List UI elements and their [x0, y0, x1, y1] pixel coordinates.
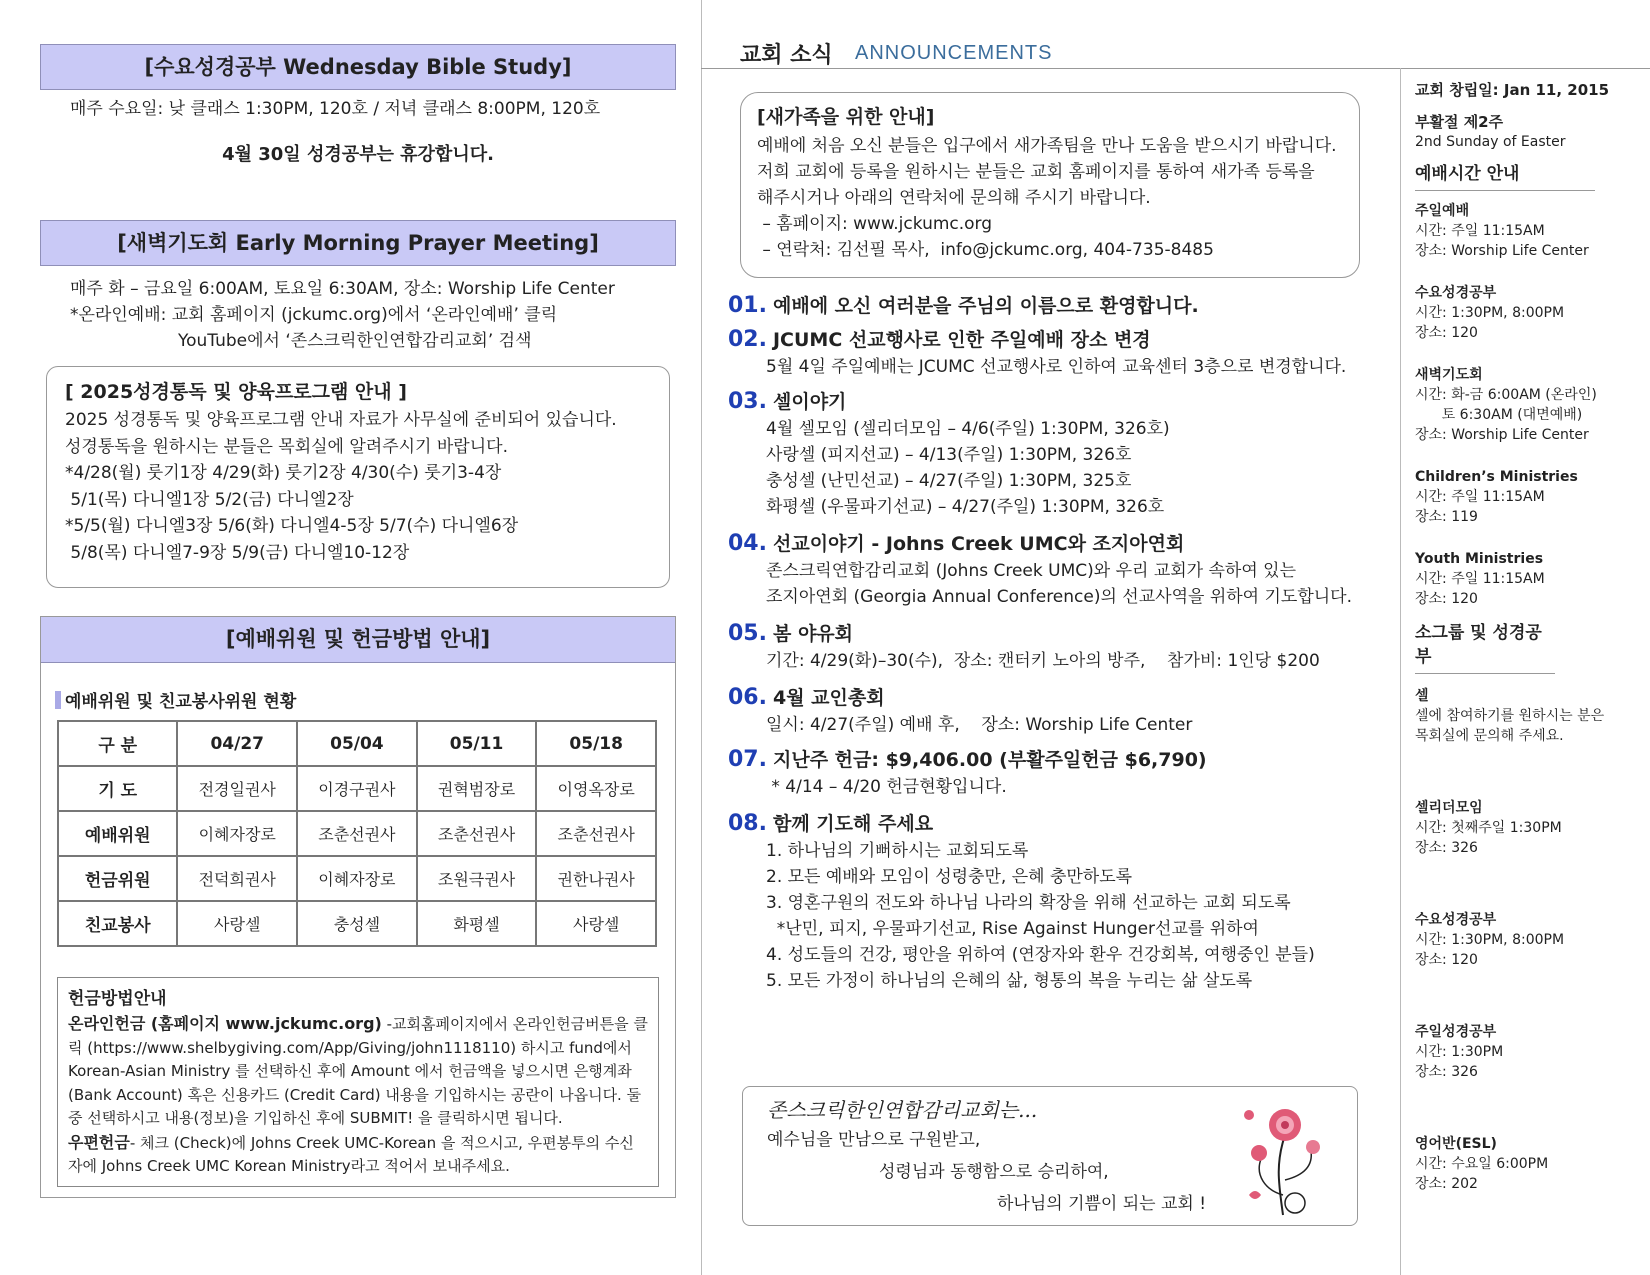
- announcement-body-line: 화평셀 (우물파기선교) – 4/27(주일) 1:30PM, 326호: [766, 497, 1165, 517]
- method-body: [68, 1012, 648, 1179]
- sidebar-entry-name: 셀리더모임: [1415, 800, 1483, 816]
- sidebar-entry: [1415, 283, 1645, 343]
- sidebar-entry-line: 장소: 326: [1415, 1064, 1478, 1080]
- reading-line: 5/1(목) 다니엘1장 5/2(금) 다니엘2장: [65, 489, 354, 510]
- table-row: [58, 811, 656, 856]
- small-groups-list: [1415, 686, 1645, 1194]
- reading-title: [ 2025성경통독 및 양육프로그램 안내 ]: [65, 381, 407, 403]
- announcement-body-line: 5. 모든 가정이 하나님의 은혜의 삶, 형통의 복을 누리는 삶 살도록: [766, 971, 1253, 991]
- announcement-body-line: 4. 성도들의 건강, 평안을 위하여 (연장자와 환우 건강회복, 여행중인 분들): [766, 945, 1315, 965]
- sidebar-entry-line: 장소: 326: [1415, 840, 1478, 856]
- announcement-title: [728, 388, 1398, 416]
- table-header-row: [58, 721, 656, 766]
- sidebar-entry: [1415, 1022, 1645, 1082]
- method-title: 헌금방법안내: [68, 989, 167, 1009]
- sidebar-entry-line: 시간: 주일 11:15AM: [1415, 489, 1545, 505]
- prayer-header: [새벽기도회 Early Morning Prayer Meeting]: [40, 220, 676, 266]
- table-cell: 화평셀: [417, 901, 537, 946]
- sidebar-entry-line: 시간: 수요일 6:00PM: [1415, 1156, 1549, 1172]
- announcement-body-line: 기간: 4/29(화)–30(수), 장소: 캔터키 노아의 방주, 참가비: 1인당 $200: [766, 651, 1320, 671]
- sidebar-entry-line: 장소: Worship Life Center: [1415, 427, 1589, 443]
- table-header-cell: 04/27: [177, 721, 297, 766]
- newcomer-line: – 홈페이지: www.jckumc.org: [757, 214, 993, 234]
- sidebar-entry-name: 수요성경공부: [1415, 285, 1497, 301]
- sidebar-entry-line: 장소: 202: [1415, 1176, 1478, 1192]
- header-rule: [701, 68, 1650, 69]
- sidebar-entry-line: 시간: 주일 11:15AM: [1415, 571, 1545, 587]
- announcement-body-line: 5월 4일 주일예배는 JCUMC 선교행사로 인하여 교육센터 3층으로 변경합니다.: [766, 357, 1347, 377]
- sidebar-entry-name: 수요성경공부: [1415, 912, 1497, 928]
- bullet-marker: [55, 691, 61, 709]
- table-row-label: 예배위원: [58, 811, 177, 856]
- vision-line-1: 예수님을 만남으로 구원받고,: [767, 1130, 981, 1150]
- table-cell: 조춘선권사: [297, 811, 417, 856]
- sidebar-entry: [1415, 201, 1645, 261]
- newcomer-title: [새가족을 위한 안내]: [757, 106, 935, 128]
- sidebar-entry-line: 장소: 119: [1415, 509, 1478, 525]
- table-cell: 이경구권사: [297, 766, 417, 811]
- offering-section: [40, 616, 676, 1198]
- worship-times-list: [1415, 201, 1645, 609]
- vision-box: [742, 1086, 1358, 1226]
- sidebar-entry: [1415, 365, 1645, 445]
- reading-line: 성경통독을 원하시는 분들은 목회실에 알려주시기 바랍니다.: [65, 436, 508, 457]
- sidebar-entry-line: 시간: 1:30PM, 8:00PM: [1415, 932, 1565, 948]
- announcement-number: 02.: [728, 327, 767, 352]
- announcement-title: [728, 292, 1398, 320]
- sidebar-entry: [1415, 798, 1645, 858]
- sidebar-entry-line: 셀에 참여하기를 원하시는 분은: [1415, 708, 1605, 724]
- table-cell: 이영옥장로: [536, 766, 656, 811]
- announcement-body-line: * 4/14 – 4/20 헌금현황입니다.: [766, 777, 1007, 797]
- wed-bible-study-header: [수요성경공부 Wednesday Bible Study]: [40, 44, 676, 90]
- reading-line: 5/8(목) 다니엘7-9장 5/9(금) 다니엘10-12장: [65, 542, 410, 563]
- sidebar-divider: [1400, 68, 1401, 1275]
- announcement-number: 07.: [728, 747, 767, 772]
- sidebar: [1415, 78, 1645, 1194]
- sidebar-entry: [1415, 910, 1645, 970]
- table-row: [58, 901, 656, 946]
- table-header-cell: 05/18: [536, 721, 656, 766]
- mail-text: - 체크 (Check)에 Johns Creek UMC-Korean 을 적으시고, 우편봉투의 수신자에 Johns Creek UMC Korean Ministry라고 적어서 보내주세요.: [68, 1133, 634, 1175]
- announcement-body-line: 1. 하나님의 기뻐하시는 교회되도록: [766, 841, 1029, 861]
- announcement-item: [728, 388, 1398, 520]
- announcement-body-line: 충성셀 (난민선교) – 4/27(주일) 1:30PM, 325호: [766, 471, 1132, 491]
- season-title: 부활절 제2주: [1415, 113, 1504, 131]
- sidebar-entry-name: 주일성경공부: [1415, 1024, 1497, 1040]
- committee-subtitle-text: 예배위원 및 친교봉사위원 현황: [65, 692, 297, 712]
- announcement-list: [728, 292, 1398, 994]
- vision-title: 존스크릭한인연합감리교회는...: [767, 1098, 1038, 1122]
- announcements-title: 교회 소식: [740, 43, 833, 68]
- announcement-title-text: 예배에 오신 여러분을 주님의 이름으로 환영합니다.: [772, 295, 1199, 317]
- newcomer-lines: [757, 133, 1343, 263]
- table-cell: 권한나권사: [536, 856, 656, 901]
- announcement-number: 04.: [728, 531, 767, 556]
- sidebar-entry-line: 장소: Worship Life Center: [1415, 243, 1589, 259]
- table-row-label: 기 도: [58, 766, 177, 811]
- table-row-label: 헌금위원: [58, 856, 177, 901]
- table-header-cell: 구 분: [58, 721, 177, 766]
- table-cell: 전경일권사: [177, 766, 297, 811]
- sidebar-entry-name: Children’s Ministries: [1415, 469, 1578, 485]
- reading-program-box: [46, 366, 670, 588]
- sidebar-entry-line: 장소: 120: [1415, 325, 1478, 341]
- announcement-number: 08.: [728, 811, 767, 836]
- announcement-number: 06.: [728, 685, 767, 710]
- reading-lines: [65, 407, 651, 566]
- announcement-item: [728, 810, 1398, 994]
- table-cell: 사랑셀: [536, 901, 656, 946]
- table-header-cell: 05/11: [417, 721, 537, 766]
- online-text: -교회홈페이지에서 온라인헌금버튼을 클릭 (https://www.shelbygiving.com/App/Giving/john1118110) 하시고 fund에서 Korean-Asian Ministry 를 선택하신 후에 Amount 에서 헌금액을 넣으시면 은행계좌 (Bank Account) 혹은 신용카드 (Credit Card) 내용을 기입하시는 공란이 나옵니다. 둘 중 선택하시고 내용(정보)을 기입하신 후에 SUBMIT! 을 클릭하시면 됩니다.: [68, 1015, 648, 1127]
- table-row: [58, 766, 656, 811]
- announcement-body-line: 일시: 4/27(주일) 예배 후, 장소: Worship Life Center: [766, 715, 1193, 735]
- table-row: [58, 856, 656, 901]
- announcement-title: [728, 326, 1398, 354]
- vision-line-3: 하나님의 기쁨이 되는 교회 !: [997, 1194, 1207, 1214]
- table-cell: 권혁범장로: [417, 766, 537, 811]
- announcement-title: [728, 810, 1398, 838]
- table-cell: 조춘선권사: [417, 811, 537, 856]
- wed-schedule: 매주 수요일: 낮 클래스 1:30PM, 120호 / 저녁 클래스 8:00PM, 120호: [70, 99, 601, 119]
- newcomer-line: 저희 교회에 등록을 원하시는 분들은 교회 홈페이지를 통하여 새가족 등록을: [757, 162, 1315, 182]
- sidebar-entry: [1415, 686, 1645, 746]
- committee-subtitle: [55, 687, 675, 712]
- sidebar-entry: [1415, 549, 1645, 609]
- sidebar-entry-line: 시간: 주일 11:15AM: [1415, 223, 1545, 239]
- table-header-cell: 05/04: [297, 721, 417, 766]
- announcement-body-line: 2. 모든 예배와 모임이 성령충만, 은혜 충만하도록: [766, 867, 1133, 887]
- announcement-title: [728, 746, 1398, 774]
- mail-label: 우편헌금: [68, 1132, 130, 1152]
- sidebar-entry-line: 시간: 화-금 6:00AM (온라인): [1415, 387, 1597, 403]
- announcement-body-line: *난민, 피지, 우물파기선교, Rise Against Hunger선교를 위하여: [766, 919, 1259, 939]
- newcomer-line: 해주시거나 아래의 연락처에 문의해 주시기 바랍니다.: [757, 188, 1151, 208]
- announcement-title: [728, 684, 1398, 712]
- prayer-line-2: *온라인예배: 교회 홈페이지 (jckumc.org)에서 ‘온라인예배’ 클릭: [70, 305, 558, 325]
- table-cell: 조원극권사: [417, 856, 537, 901]
- announcement-body-line: 4월 셀모임 (셀리더모임 – 4/6(주일) 1:30PM, 326호): [766, 419, 1170, 439]
- sidebar-entry-name: 영어반(ESL): [1415, 1136, 1497, 1152]
- reading-line: *4/28(월) 룻기1장 4/29(화) 룻기2장 4/30(수) 룻기3-4장: [65, 463, 502, 483]
- prayer-info: [40, 276, 676, 354]
- newcomer-line: 예배에 처음 오신 분들은 입구에서 새가족팀을 만나 도움을 받으시기 바랍니다.: [757, 136, 1337, 156]
- sidebar-entry-name: 주일예배: [1415, 203, 1470, 219]
- announcement-title-text: 함께 기도해 주세요: [772, 813, 934, 835]
- flower-illustration-icon: [1235, 1095, 1331, 1221]
- offering-header: [예배위원 및 헌금방법 안내]: [41, 617, 675, 663]
- sidebar-entry-line: 장소: 120: [1415, 952, 1478, 968]
- announcement-body-line: 사랑셀 (피지선교) – 4/13(주일) 1:30PM, 326호: [766, 445, 1132, 465]
- table-cell: 충성셀: [297, 901, 417, 946]
- newcomer-line: – 연락처: 김선필 목사, info@jckumc.org, 404-735-8485: [757, 240, 1214, 260]
- announcement-item: [728, 292, 1398, 320]
- announcement-number: 03.: [728, 389, 767, 414]
- sidebar-entry-line: 시간: 첫째주일 1:30PM: [1415, 820, 1562, 836]
- announcement-item: [728, 746, 1398, 800]
- offering-method-box: [57, 977, 659, 1187]
- announcement-title-text: 선교이야기 - Johns Creek UMC와 조지아연회: [772, 533, 1185, 555]
- online-label: 온라인헌금 (홈페이지 www.jckumc.org): [68, 1014, 382, 1033]
- announcements-subtitle: ANNOUNCEMENTS: [855, 42, 1053, 64]
- small-groups-heading: 소그룹 및 성경공부: [1415, 621, 1555, 674]
- announcement-title-text: 봄 야유회: [772, 623, 854, 645]
- announcement-item: [728, 684, 1398, 738]
- table-cell: 이혜자장로: [177, 811, 297, 856]
- announcement-body-line: 3. 영혼구원의 전도와 하나님 나라의 확장을 위해 선교하는 교회 되도록: [766, 893, 1291, 913]
- sidebar-entry-line: 장소: 120: [1415, 591, 1478, 607]
- sidebar-entry-line: 목회실에 문의해 주세요.: [1415, 728, 1564, 744]
- column-divider: [701, 0, 702, 1275]
- prayer-line-1: 매주 화 – 금요일 6:00AM, 토요일 6:30AM, 장소: Worship Life Center: [70, 279, 615, 299]
- table-cell: 조춘선권사: [536, 811, 656, 856]
- table-cell: 사랑셀: [177, 901, 297, 946]
- announcement-number: 05.: [728, 621, 767, 646]
- reading-line: *5/5(월) 다니엘3장 5/6(화) 다니엘4-5장 5/7(수) 다니엘6장: [65, 516, 519, 536]
- sidebar-entry-name: 셀: [1415, 688, 1429, 704]
- season-subtitle: 2nd Sunday of Easter: [1415, 134, 1566, 150]
- left-column: [40, 44, 676, 1198]
- announcement-title-text: 셀이야기: [772, 391, 847, 413]
- sidebar-entry-line: 토 6:30AM (대면예배): [1415, 407, 1583, 423]
- table-cell: 전덕희권사: [177, 856, 297, 901]
- announcement-item: [728, 326, 1398, 380]
- announcement-body-line: 존스크릭연합감리교회 (Johns Creek UMC)와 우리 교회가 속하여 있는: [766, 561, 1297, 581]
- committee-table: [57, 720, 657, 947]
- announcement-title: [728, 530, 1398, 558]
- worship-times-heading: 예배시간 안내: [1415, 162, 1595, 191]
- sidebar-entry-line: 시간: 1:30PM, 8:00PM: [1415, 305, 1565, 321]
- announcement-item: [728, 620, 1398, 674]
- announcement-title-text: JCUMC 선교행사로 인한 주일예배 장소 변경: [772, 329, 1151, 351]
- sidebar-entry-name: Youth Ministries: [1415, 551, 1544, 567]
- vision-line-2: 성령님과 동행함으로 승리하여,: [879, 1162, 1109, 1182]
- sidebar-entry-name: 새벽기도회: [1415, 367, 1483, 383]
- announcement-body-line: 조지아연회 (Georgia Annual Conference)의 선교사역을 위하여 기도합니다.: [766, 587, 1353, 607]
- announcement-number: 01.: [728, 293, 767, 318]
- sidebar-entry: [1415, 1134, 1645, 1194]
- newcomer-box: [740, 92, 1360, 278]
- wed-notice: 4월 30일 성경공부는 휴강합니다.: [222, 144, 494, 165]
- prayer-line-3: YouTube에서 ‘존스크릭한인연합감리교회’ 검색: [178, 331, 532, 351]
- announcement-title-text: 지난주 헌금: $9,406.00 (부활주일헌금 $6,790): [772, 749, 1207, 771]
- table-cell: 이혜자장로: [297, 856, 417, 901]
- sidebar-entry-line: 시간: 1:30PM: [1415, 1044, 1504, 1060]
- announcement-title-text: 4월 교인총회: [772, 687, 885, 709]
- founded-date: 교회 창립일: Jan 11, 2015: [1415, 81, 1610, 99]
- table-row-label: 친교봉사: [58, 901, 177, 946]
- reading-line: 2025 성경통독 및 양육프로그램 안내 자료가 사무실에 준비되어 있습니다.: [65, 410, 617, 430]
- sidebar-entry: [1415, 467, 1645, 527]
- announcement-title: [728, 620, 1398, 648]
- announcement-item: [728, 530, 1398, 610]
